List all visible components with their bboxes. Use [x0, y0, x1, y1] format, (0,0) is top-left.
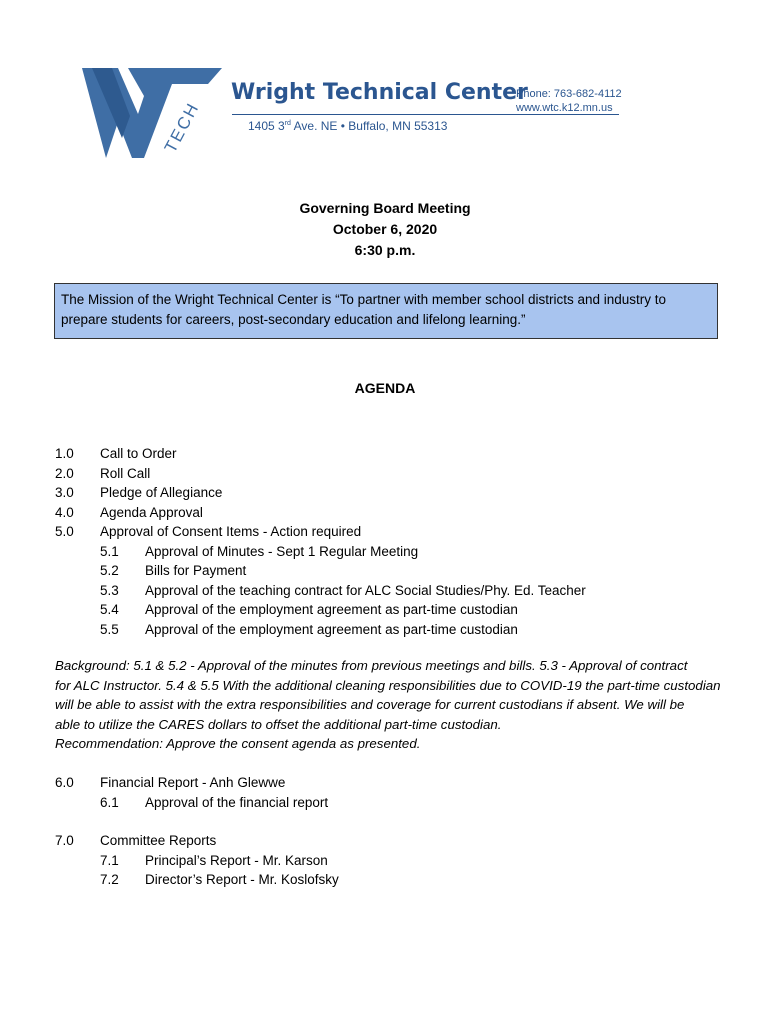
item-text: Approval of the employment agreement as part-time custodian	[145, 602, 518, 617]
agenda-item	[55, 831, 755, 851]
background-line: Background: 5.1 & 5.2 - Approval of the minutes from previous meetings and bills. 5.3 - Approval of contract	[55, 658, 688, 673]
agenda-item	[55, 503, 755, 523]
item-text: Approval of the employment agreement as part-time custodian	[145, 621, 518, 637]
background-line: for ALC Instructor. 5.4 & 5.5 With the additional cleaning responsibilities due to COVID-19 the part-time custodian	[55, 677, 721, 693]
agenda-list-financial	[55, 773, 755, 812]
item-number: 1.0	[55, 446, 74, 461]
logo-text: TECH	[160, 99, 204, 156]
item-number: 7.0	[55, 833, 74, 848]
item-number: 6.0	[55, 775, 74, 790]
item-number: 5.0	[55, 524, 74, 539]
agenda-heading: AGENDA	[354, 380, 416, 396]
agenda-subitem	[55, 561, 755, 581]
agenda-subitem	[55, 600, 755, 620]
item-text: Pledge of Allegiance	[100, 485, 223, 500]
meeting-time: 6:30 p.m.	[354, 242, 416, 258]
item-number: 5.4	[100, 602, 119, 617]
address-number: 1405 3	[248, 119, 285, 133]
item-text: Committee Reports	[100, 833, 217, 848]
item-text: Principal’s Report - Mr. Karson	[145, 852, 328, 868]
meeting-title: Governing Board Meeting	[299, 200, 471, 216]
background-note	[55, 656, 760, 754]
item-number: 5.2	[100, 563, 119, 578]
agenda-item	[55, 483, 755, 503]
mission-statement: The Mission of the Wright Technical Center is “To partner with member school districts and industry to prepare students for careers, post-secondary education and lifelong learning.”	[54, 283, 718, 339]
agenda-subitem	[55, 581, 755, 601]
agenda-subitem	[55, 620, 755, 640]
meeting-date: October 6, 2020	[332, 221, 438, 237]
org-name: Wright Technical Center	[231, 80, 528, 105]
letterhead-divider	[232, 114, 619, 115]
item-number: 6.1	[100, 794, 119, 810]
item-text: Call to Order	[100, 446, 177, 461]
item-text: Approval of Minutes - Sept 1 Regular Meeting	[145, 543, 419, 559]
item-number: 7.2	[100, 872, 119, 887]
website-link[interactable]: www.wtc.k12.mn.us	[516, 102, 613, 114]
item-text: Roll Call	[100, 465, 151, 481]
agenda-subitem	[55, 542, 755, 562]
item-text: Director’s Report - Mr. Koslofsky	[145, 872, 339, 887]
item-number: 5.5	[100, 621, 119, 637]
agenda-list-committee	[55, 831, 755, 890]
item-number: 7.1	[100, 852, 119, 868]
agenda-item	[55, 464, 755, 484]
agenda-item	[55, 522, 755, 542]
address-suffix: rd	[284, 120, 291, 127]
item-text: Bills for Payment	[145, 563, 247, 578]
item-text: Approval of Consent Items - Action required	[100, 524, 362, 539]
agenda-subitem	[55, 851, 755, 871]
item-number: 4.0	[55, 504, 74, 520]
agenda-subitem	[55, 870, 755, 890]
item-text: Agenda Approval	[100, 504, 203, 520]
item-number: 2.0	[55, 465, 74, 481]
phone-number: Phone: 763-682-4112	[516, 88, 622, 100]
background-line: will be able to assist with the extra responsibilities and coverage for current custodians if absent. We will be	[55, 697, 685, 713]
agenda-item	[55, 444, 755, 464]
background-line: able to utilize the CARES dollars to offset the additional part-time custodian.	[55, 716, 502, 732]
agenda-subitem	[55, 793, 755, 813]
item-text: Approval of the financial report	[145, 794, 329, 810]
item-number: 5.1	[100, 543, 119, 559]
item-number: 3.0	[55, 485, 74, 500]
address-street: Ave. NE • Buffalo, MN 55313	[290, 119, 448, 133]
recommendation-line: Recommendation: Approve the consent agenda as presented.	[55, 736, 421, 752]
agenda-list	[55, 444, 755, 639]
address	[248, 119, 447, 133]
agenda-item	[55, 773, 755, 793]
wtc-logo	[82, 66, 222, 158]
meeting-header	[0, 198, 770, 261]
item-number: 5.3	[100, 582, 119, 598]
item-text: Financial Report - Anh Glewwe	[100, 775, 286, 790]
contact-info	[516, 87, 622, 115]
item-text: Approval of the teaching contract for ALC Social Studies/Phy. Ed. Teacher	[145, 582, 586, 598]
